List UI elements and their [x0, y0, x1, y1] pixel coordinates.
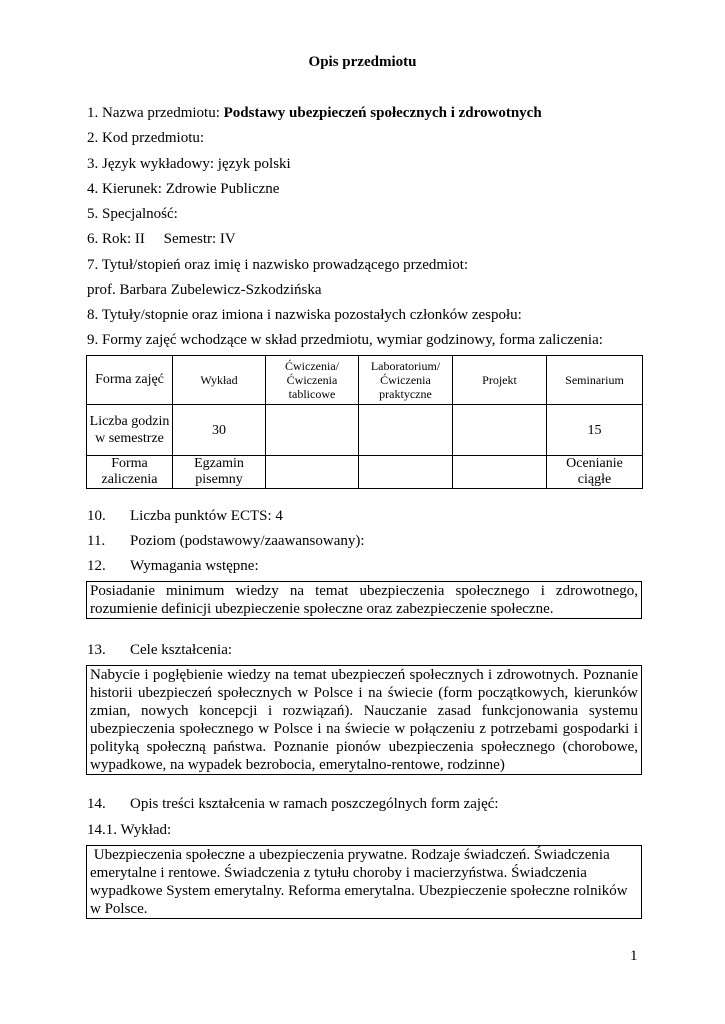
table-cell — [266, 405, 359, 456]
table-cell: Liczba godzin w semestrze — [87, 405, 173, 456]
table-header-cell: Seminarium — [547, 356, 643, 405]
section-content — [87, 795, 499, 813]
item-lecturer-label: 7. Tytuł/stopień oraz imię i nazwisko prowadzącego przedmiot: — [87, 257, 469, 273]
section-level — [87, 532, 365, 550]
item-team-members: 8. Tytuły/stopnie oraz imiona i nazwiska pozostałych członków zespołu: — [87, 307, 522, 323]
lecture-content-box: Ubezpieczenia społeczne a ubezpieczenia prywatne. Rodzaje świadczeń. Świadczenia emerytalne i rentowe. Świadczenia z tytułu choroby i macierzyństwa. Świadczenia wypadkowe System emerytalny. Reforma emerytalna. Ubezpieczenie społeczne rolników w Polsce. — [86, 845, 642, 919]
section-ects — [87, 507, 283, 525]
section-label: Poziom (podstawowy/zaawansowany): — [130, 533, 365, 549]
table-header-cell: Laboratorium/ Ćwiczenia praktyczne — [359, 356, 453, 405]
item-course-code: 2. Kod przedmiotu: — [87, 130, 205, 146]
requirements-box: Posiadanie minimum wiedzy na temat ubezpieczenia społecznego i zdrowotnego, rozumienie definicji ubezpieczenie społeczne oraz zabezpieczenie społeczne. — [86, 581, 642, 619]
table-cell — [453, 405, 547, 456]
table-header-row — [87, 356, 643, 405]
table-cell: Egzamin pisemny — [173, 456, 266, 489]
section-label: Liczba punktów ECTS: 4 — [130, 508, 283, 524]
table-cell — [359, 456, 453, 489]
section-label: Cele kształcenia: — [130, 642, 233, 658]
table-cell: 15 — [547, 405, 643, 456]
item-course-name-label: 1. Nazwa przedmiotu: — [87, 105, 224, 121]
item-course-name — [87, 104, 542, 122]
section-number: 13. — [87, 642, 106, 658]
item-class-forms: 9. Formy zajęć wchodzące w skład przedmiotu, wymiar godzinowy, forma zaliczenia: — [87, 332, 603, 348]
item-field: 4. Kierunek: Zdrowie Publiczne — [87, 181, 280, 197]
item-year-semester: 6. Rok: II Semestr: IV — [87, 231, 236, 247]
class-forms-table — [86, 355, 643, 489]
table-header-cell: Ćwiczenia/ Ćwiczenia tablicowe — [266, 356, 359, 405]
section-number: 12. — [87, 558, 106, 574]
page-number: 1 — [630, 948, 638, 964]
table-cell — [266, 456, 359, 489]
page-title: Opis przedmiotu — [308, 54, 417, 70]
table-row — [87, 405, 643, 456]
goals-box: Nabycie i pogłębienie wiedzy na temat ubezpieczeń społecznych i zdrowotnych. Poznanie historii ubezpieczeń społecznych w Polsce i na świecie (form początkowych, kierunków zmian, nowych koncepcji i rozwiązań). Nauczanie zasad funkcjonowania systemu ubezpieczenia społecznego w Polsce i na świecie w połączeniu z potrzebami gospodarki i polityką społeczną państwa. Poznanie pionów ubezpieczenia społecznego (chorobowe, wypadkowe, na wypadek bezrobocia, emerytalno-rentowe, rodzinne) — [86, 665, 642, 775]
table-row — [87, 456, 643, 489]
table-cell — [453, 456, 547, 489]
table-header-cell: Projekt — [453, 356, 547, 405]
item-lecturer-name: prof. Barbara Zubelewicz-Szkodzińska — [87, 282, 322, 298]
section-label: Opis treści kształcenia w ramach poszczególnych form zajęć: — [130, 796, 499, 812]
table-header-cell: Forma zajęć — [87, 356, 173, 405]
section-number: 14. — [87, 796, 106, 812]
section-lecture: 14.1. Wykład: — [87, 822, 172, 838]
table-cell: 30 — [173, 405, 266, 456]
table-cell — [359, 405, 453, 456]
table-cell: Ocenianie ciągłe — [547, 456, 643, 489]
course-name-value: Podstawy ubezpieczeń społecznych i zdrowotnych — [223, 105, 542, 121]
table-cell: Forma zaliczenia — [87, 456, 173, 489]
section-requirements — [87, 557, 259, 575]
item-specialty: 5. Specjalność: — [87, 206, 178, 222]
section-goals — [87, 641, 232, 659]
section-label: Wymagania wstępne: — [130, 558, 259, 574]
table-header-cell: Wykład — [173, 356, 266, 405]
section-number: 11. — [87, 533, 106, 549]
section-number: 10. — [87, 508, 106, 524]
item-language: 3. Język wykładowy: język polski — [87, 156, 291, 172]
